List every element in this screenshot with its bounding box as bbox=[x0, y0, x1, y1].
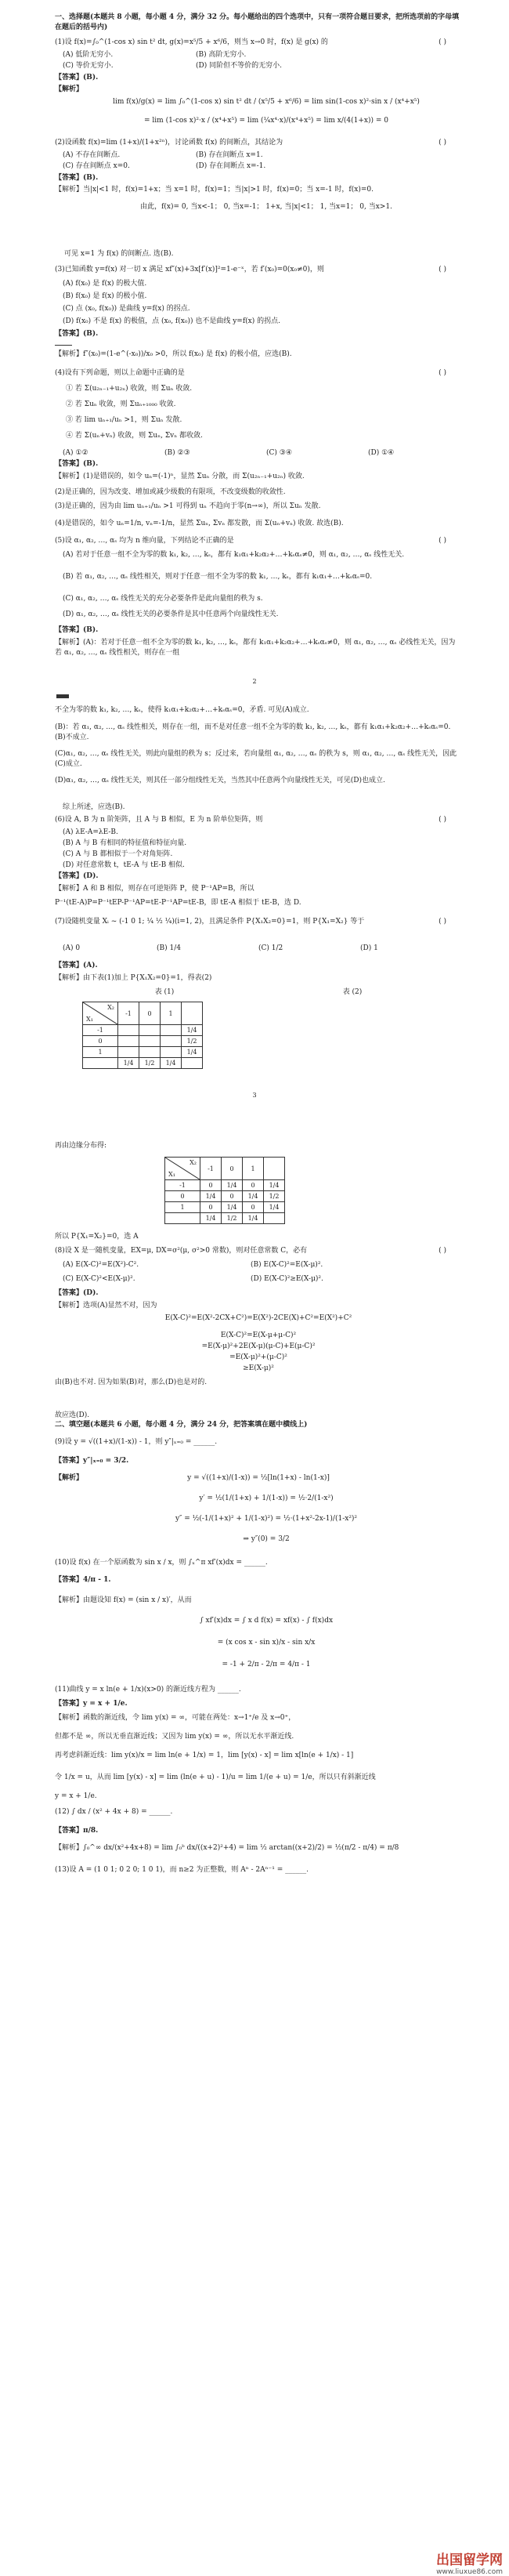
q5-para-2: (B)：若 α₁, α₂, …, αₛ 线性相关，则存在一组，而不是对任意一组不全为零的数 k₁, k₂, …, kₛ，都有 k₁α₁+k₂α₂+…+kₛαₛ=0. (B)不成立. bbox=[55, 723, 453, 741]
q11-answer: 【答案】y = x + 1/e. bbox=[55, 1700, 128, 1708]
brand-name: 出国留学网 bbox=[436, 2552, 503, 2568]
q4-stem-text: (4)设有下列命题，则以上命题中正确的是 bbox=[55, 369, 185, 377]
joint-distribution-table-2 bbox=[164, 1157, 285, 1224]
q9-analysis-label: 【解析】 bbox=[55, 1474, 84, 1482]
q12-analysis: 【解析】∫₀^∞ dx/(x²+4x+8) = lim ∫₀ᵇ dx/((x+2)²+4) = lim ½ arctan((x+2)/2) = ½(π/2 - π/4) = π/8 bbox=[55, 1844, 399, 1852]
q1-step-2: = lim (1-cos x)²·x / (x⁴+x⁵) = lim (¼x⁴·x)/(x⁴+x⁵) = lim x/(4(1+x)) = 0 bbox=[144, 117, 388, 125]
ink-mark bbox=[56, 694, 69, 698]
q4-analysis-1: 【解析】(1)是错误的，如令 uₙ=(-1)ⁿ，显然 Σuₙ 分散，而 Σ(u₂ₙ₋₁+u₂ₙ) 收敛. bbox=[55, 473, 305, 480]
q3-stem-text: (3)已知函数 y=f(x) 对一切 x 满足 xf″(x)+3x[f′(x)]²=1-e⁻ˣ，若 f′(x₀)=0(x₀≠0)，则 bbox=[55, 266, 324, 274]
table-cell bbox=[161, 1047, 182, 1058]
q7-option-a: (A) 0 bbox=[63, 944, 81, 952]
q2-option-a: (A) 不存在间断点. bbox=[63, 151, 121, 159]
corner-x2: X₂ bbox=[107, 1004, 114, 1011]
q11-analysis-5: y = x + 1/e. bbox=[55, 1792, 97, 1800]
table1-col-head: 1 bbox=[161, 1002, 182, 1025]
table1-label: 表 (1) bbox=[154, 988, 175, 996]
table-cell: 1/4 bbox=[264, 1202, 285, 1213]
table-cell bbox=[161, 1036, 182, 1047]
q4-option-c: (C) ③④ bbox=[266, 449, 292, 457]
page-number-2: 2 bbox=[252, 678, 257, 685]
q5-option-c: (C) α₁, α₂, …, αₛ 线性无关的充分必要条件是此向量组的秩为 s. bbox=[63, 595, 263, 603]
q6-stem-text: (6)设 A, B 为 n 阶矩阵，且 A 与 B 相似，E 为 n 阶单位矩阵，则 bbox=[55, 816, 263, 824]
table2-col-head: 1 bbox=[243, 1158, 264, 1180]
q11-analysis-1: 【解析】函数的渐近线，令 lim y(x) = ∞，可能在两处：x→1⁺/e 及 x→0⁺， bbox=[55, 1714, 296, 1722]
section-header-fill: 二、填空题(本题共 6 小题，每小题 4 分，满分 24 分，把答案填在题中横线上) bbox=[55, 1421, 308, 1429]
q7-option-d: (D) 1 bbox=[360, 944, 378, 952]
table-cell: 1/4 bbox=[182, 1047, 203, 1058]
table-cell bbox=[118, 1025, 139, 1036]
table-cell: 1/4 bbox=[222, 1202, 243, 1213]
q1-stem-text: (1)设 f(x)=∫₀^(1-cos x) sin t² dt, g(x)=x⁵/5 + x⁶/6，则当 x→0 时，f(x) 是 g(x) 的 bbox=[55, 38, 328, 46]
q1-step-1: lim f(x)/g(x) = lim ∫₀^(1-cos x) sin t² dt / (x⁵/5 + x⁶/6) = lim sin(1-cos x)²·sin x / (x⁴+x⁵) bbox=[113, 98, 420, 106]
q11-analysis-4: 令 1/x = u，从而 lim [y(x) - x] = lim (ln(e + u) - 1)/u = lim 1/(e + u) = 1/e，所以只有斜渐近线 bbox=[55, 1773, 376, 1781]
q3-option-c: (C) 点 (x₀, f(x₀)) 是曲线 y=f(x) 的拐点. bbox=[63, 305, 190, 313]
table2-col-head: 0 bbox=[222, 1158, 243, 1180]
table-cell bbox=[165, 1213, 200, 1224]
q10-answer: 【答案】4/π - 1. bbox=[55, 1576, 111, 1584]
table-cell: 1/2 bbox=[139, 1058, 161, 1069]
q6-option-b: (B) A 与 B 有相同的特征值和特征向量. bbox=[63, 839, 187, 847]
q9-step-2: y′ = ½(1/(1+x) + 1/(1-x)) = ½·2/(1-x²) bbox=[199, 1495, 334, 1502]
table-cell: -1 bbox=[165, 1180, 200, 1191]
q5-analysis-a: 【解析】(A)：若对于任意一组不全为零的数 k₁, k₂, …, kₛ，都有 k₁α₁+k₂α₂+…+kₛαₛ≠0，则 α₁, α₂, …, αₛ 必线性无关，因为若 α₁, α₂, …, αₛ 线性相关，则存在一组 bbox=[55, 639, 456, 657]
q4-option-a: (A) ①② bbox=[63, 449, 88, 457]
brand-url: www.liuxue86.com bbox=[436, 2568, 503, 2576]
q5-stem-text: (5)设 α₁, α₂, …, αₛ 均为 n 维向量，下列结论不正确的是 bbox=[55, 537, 234, 545]
table-row bbox=[165, 1191, 285, 1202]
q4-analysis-2: (2)是正确的，因为改变、增加或减少级数的有限项，不改变级数的收敛性. bbox=[55, 488, 286, 496]
q8-analysis-4: =E(X-μ)²+2E(X-μ)(μ-C)+E(μ-C)² bbox=[201, 1342, 316, 1350]
corner-x2: X₂ bbox=[190, 1159, 197, 1166]
table-cell: -1 bbox=[83, 1025, 118, 1036]
q5-option-b: (B) 若 α₁, α₂, …, αₛ 线性相关，则对于任意一组不全为零的数 k₁, …, kₛ，都有 k₁α₁+…+kₛαₛ=0. bbox=[63, 573, 373, 581]
table-cell: 1/2 bbox=[182, 1036, 203, 1047]
table-cell: 1/4 bbox=[264, 1180, 285, 1191]
q1-option-a: (A) 低阶无穷小. bbox=[63, 51, 114, 59]
table-cell bbox=[118, 1036, 139, 1047]
q6-option-a: (A) λE-A=λE-B. bbox=[63, 828, 118, 836]
q8-analysis-1: 【解析】选项(A)显然不对，因为 bbox=[55, 1302, 157, 1310]
site-watermark bbox=[436, 2549, 503, 2576]
table-row bbox=[83, 1036, 203, 1047]
q1-option-c: (C) 等价无穷小. bbox=[63, 62, 114, 70]
joint-distribution-table-1 bbox=[82, 1002, 203, 1069]
q2-option-c: (C) 存在间断点 x=0. bbox=[63, 162, 130, 170]
q10-step-2: = (x cos x - sin x)/x - sin x/x bbox=[217, 1639, 316, 1647]
table-cell bbox=[139, 1025, 161, 1036]
corner-x1: X₁ bbox=[86, 1016, 93, 1023]
q4-analysis-4: (4)是错误的，如令 uₙ=1/n, vₙ=-1/n，显然 Σuₙ, Σvₙ 都发散，而 Σ(uₙ+vₙ) 收敛. 故选(B). bbox=[55, 520, 344, 527]
q5-option-d: (D) α₁, α₂, …, αₛ 线性无关的必要条件是其中任意两个向量线性无关. bbox=[63, 610, 279, 618]
table-cell: 1/4 bbox=[222, 1180, 243, 1191]
q5-bracket: ( ) bbox=[439, 537, 446, 545]
q7-stem-text: (7)设随机变量 Xᵢ ~ (-1 0 1; ¼ ½ ¼)(i=1, 2)，且满足条件 P{X₁X₂=0}=1，则 P{X₁=X₂} 等于 bbox=[55, 918, 365, 926]
q8-bracket: ( ) bbox=[439, 1247, 446, 1255]
table1-col-head: -1 bbox=[118, 1002, 139, 1025]
q7-after-table: 再由边缘分布得: bbox=[55, 1142, 107, 1150]
table-cell bbox=[83, 1058, 118, 1069]
q7-answer: 【答案】(A). bbox=[55, 962, 98, 969]
q3-bracket: ( ) bbox=[439, 266, 446, 274]
table-row bbox=[165, 1213, 285, 1224]
table-cell: 0 bbox=[83, 1036, 118, 1047]
table1-col-head: 0 bbox=[139, 1002, 161, 1025]
q7-conclusion: 所以 P{X₁=X₂}=0，选 A bbox=[55, 1233, 139, 1241]
table-cell: 1/4 bbox=[118, 1058, 139, 1069]
q8-option-a: (A) E(X-C)²=E(X²)-C². bbox=[63, 1261, 139, 1269]
table-cell bbox=[118, 1047, 139, 1058]
q4-option-b: (B) ②③ bbox=[164, 449, 190, 457]
q3-option-a: (A) f(x₀) 是 f(x) 的极大值. bbox=[63, 280, 147, 288]
table-row bbox=[165, 1180, 285, 1191]
corner-x1: X₁ bbox=[168, 1171, 175, 1178]
q13-stem: (13)设 A = (1 0 1; 0 2 0; 1 0 1)，而 n≥2 为正整数，则 Aⁿ - 2Aⁿ⁻¹ = ______. bbox=[55, 1866, 309, 1874]
table-cell bbox=[139, 1047, 161, 1058]
q1-bracket: ( ) bbox=[439, 38, 446, 46]
q8-analysis-8: 故应选(D). bbox=[55, 1411, 90, 1419]
table2-header-row bbox=[165, 1158, 285, 1180]
q2-analysis-3: 可见 x=1 为 f(x) 的间断点. 选(B). bbox=[64, 250, 174, 258]
table-cell: 1/4 bbox=[243, 1191, 264, 1202]
q8-option-d: (D) E(X-C)²≥E(X-μ)². bbox=[251, 1275, 323, 1283]
q4-item-4: ④ 若 Σ(uₙ+vₙ) 收敛，则 Σuₙ, Σvₙ 都收敛. bbox=[66, 432, 203, 440]
q1-stem bbox=[55, 38, 462, 47]
q7-option-b: (B) 1/4 bbox=[157, 944, 181, 952]
q2-stem-text: (2)设函数 f(x)=lim (1+x)/(1+x²ⁿ)，讨论函数 f(x) 的间断点，其结论为 bbox=[55, 139, 283, 147]
table-cell: 1/4 bbox=[182, 1025, 203, 1036]
q8-stem-text: (8)设 X 是一随机变量，EX=μ, DX=σ²(μ, σ²>0 常数)，则对任意常数 C，必有 bbox=[55, 1247, 308, 1255]
q2-option-d: (D) 存在间断点 x=-1. bbox=[196, 162, 266, 170]
table2-col-head: -1 bbox=[200, 1158, 222, 1180]
q4-item-2: ② 若 Σuₙ 收敛，则 Σuₙ₊₁₀₀₀ 收敛. bbox=[66, 400, 176, 408]
q8-analysis-5: =E(X-μ)²+(μ-C)² bbox=[229, 1353, 287, 1361]
q5-option-a: (A) 若对于任意一组不全为零的数 k₁, k₂, …, kₛ，都有 k₁α₁+k₂α₂+…+kₛαₛ≠0，则 α₁, α₂, …, αₛ 线性无关. bbox=[63, 551, 405, 559]
q2-stem bbox=[55, 138, 462, 147]
q5-para-3: (C)α₁, α₂, …, αₛ 线性无关，则此向量组的秩为 s；反过来，若向量组 α₁, α₂, …, αₛ 的秩为 s，则 α₁, α₂, …, αₛ 线性无关，因此(C)成立. bbox=[55, 750, 457, 768]
q2-bracket: ( ) bbox=[439, 139, 446, 147]
q8-option-b: (B) E(X-C)²=E(X-μ)². bbox=[251, 1261, 323, 1269]
q8-analysis-7: 由(B)也不对. 因为如果(B)对，那么(D)也是对的. bbox=[55, 1379, 208, 1386]
separator-mark bbox=[55, 345, 72, 346]
q4-item-3: ③ 若 lim uₙ₊₁/uₙ >1，则 Σuₙ 发散. bbox=[66, 416, 182, 424]
q8-analysis-3: E(X-C)²=E(X-μ+μ-C)² bbox=[220, 1331, 297, 1339]
q5-stem bbox=[55, 536, 462, 545]
q4-bracket: ( ) bbox=[439, 369, 446, 377]
q10-stem: (10)设 f(x) 在一个原函数为 sin x / x，则 ∫ₓ^π xf′(x)dx = ______. bbox=[55, 1559, 268, 1567]
table1-corner bbox=[83, 1002, 118, 1025]
q8-stem bbox=[55, 1246, 462, 1255]
q9-step-1: y = √((1+x)/(1-x)) = ½[ln(1+x) - ln(1-x)] bbox=[187, 1474, 330, 1482]
q4-analysis-3: (3)是正确的，因为由 lim uₙ₊₁/uₙ >1 可得到 uₙ 不趋向于零(n→∞)，所以 Σuₙ 发散. bbox=[55, 502, 321, 510]
table-cell: 1/2 bbox=[222, 1213, 243, 1224]
q8-option-c: (C) E(X-C)²<E(X-μ)². bbox=[63, 1275, 135, 1283]
table-cell: 1/4 bbox=[161, 1058, 182, 1069]
q5-para-4: (D)α₁, α₂, …, αₛ 线性无关，则其任一部分组线性无关，当然其中任意两个向量线性无关，可见(D)也成立. bbox=[55, 777, 385, 784]
q6-analysis-1: 【解析】A 和 B 相似，则存在可逆矩阵 P，使 P⁻¹AP=B，所以 bbox=[55, 885, 254, 893]
q9-stem: (9)设 y = √((1+x)/(1-x)) - 1，则 y″|ₓ₌₀ = ______. bbox=[55, 1438, 218, 1446]
q6-option-d: (D) 对任意常数 t，tE-A 与 tE-B 相似. bbox=[63, 861, 185, 869]
q3-answer: 【答案】(B). bbox=[55, 330, 99, 338]
q7-analysis: 【解析】由下表(1)加上 P{X₁X₂=0}=1，得表(2) bbox=[55, 974, 212, 982]
q5-para-1: 不全为零的数 k₁, k₂, …, kₛ，使得 k₁α₁+k₂α₂+…+kₛαₛ=0，矛盾. 可见(A)成立. bbox=[55, 706, 309, 714]
q7-option-c: (C) 1/2 bbox=[258, 944, 283, 952]
q7-bracket: ( ) bbox=[439, 918, 446, 926]
table-cell: 0 bbox=[200, 1202, 222, 1213]
q12-answer: 【答案】π/8. bbox=[55, 1827, 99, 1835]
table2-corner bbox=[165, 1158, 200, 1180]
table-cell: 1/4 bbox=[200, 1191, 222, 1202]
q6-stem bbox=[55, 815, 462, 824]
q11-analysis-3: 再考虑斜渐近线：lim y(x)/x = lim ln(e + 1/x) = 1，lim [y(x) - x] = lim x[ln(e + 1/x) - 1] bbox=[55, 1752, 354, 1759]
q8-analysis-2: E(X-C)²=E(X²-2CX+C²)=E(X²)-2CE(X)+C²=E(X²)+C² bbox=[164, 1314, 352, 1322]
table-cell bbox=[264, 1213, 285, 1224]
q5-para-5: 综上所述，应选(B). bbox=[63, 803, 125, 811]
table-row bbox=[165, 1202, 285, 1213]
table-row bbox=[83, 1047, 203, 1058]
table2-label: 表 (2) bbox=[342, 988, 363, 996]
q11-stem: (11)曲线 y = x ln(e + 1/x)(x>0) 的渐近线方程为 ______. bbox=[55, 1686, 241, 1694]
q5-answer: 【答案】(B). bbox=[55, 626, 99, 634]
q4-option-d: (D) ①④ bbox=[368, 449, 395, 457]
table-cell: 1/4 bbox=[200, 1213, 222, 1224]
q12-stem: (12) ∫ dx / (x² + 4x + 8) = ______. bbox=[55, 1808, 173, 1816]
q6-answer: 【答案】(D). bbox=[55, 872, 99, 880]
q11-analysis-2: 但都不是 ∞，所以无垂直渐近线；又因为 lim y(x) = ∞，所以无水平渐近线. bbox=[55, 1733, 294, 1741]
q6-analysis-2: P⁻¹(tE-A)P=P⁻¹tEP-P⁻¹AP=tE-P⁻¹AP=tE-B，即 tE-A 相似于 tE-B，选 D. bbox=[55, 899, 301, 907]
q10-step-3: = -1 + 2/π - 2/π = 4/π - 1 bbox=[222, 1661, 311, 1668]
q9-step-4: ⇒ y″(0) = 3/2 bbox=[243, 1535, 290, 1543]
table-cell: 0 bbox=[165, 1191, 200, 1202]
q3-analysis: 【解析】f″(x₀)=(1-e^(-x₀))/x₀ >0，所以 f(x₀) 是 f(x) 的极小值，应选(B). bbox=[55, 350, 292, 358]
q10-step-1: ∫ xf′(x)dx = ∫ x d f(x) = xf(x) - ∫ f(x)dx bbox=[199, 1617, 334, 1625]
q2-option-b: (B) 存在间断点 x=1. bbox=[196, 151, 263, 159]
q9-answer: 【答案】y″|ₓ₌₀ = 3/2. bbox=[55, 1457, 129, 1465]
page-number-3: 3 bbox=[252, 1092, 257, 1099]
q1-answer: 【答案】(B). bbox=[55, 74, 99, 82]
table1-col-head bbox=[182, 1002, 203, 1025]
q2-analysis-1: 【解析】当|x|<1 时，f(x)=1+x；当 x=1 时，f(x)=1；当|x|>1 时，f(x)=0；当 x=-1 时，f(x)=0. bbox=[55, 186, 374, 194]
table-cell: 1 bbox=[165, 1202, 200, 1213]
q8-answer: 【答案】(D). bbox=[55, 1289, 99, 1297]
q1-analysis-label: 【解析】 bbox=[55, 85, 84, 93]
table2-col-head bbox=[264, 1158, 285, 1180]
q9-step-3: y″ = ½(-1/(1+x)² + 1/(1-x)²) = ½·(1+x²-2x-1)/(1-x²)² bbox=[175, 1515, 358, 1523]
table-cell: 0 bbox=[243, 1180, 264, 1191]
q1-option-b: (B) 高阶无穷小. bbox=[196, 51, 247, 59]
table-cell: 0 bbox=[200, 1180, 222, 1191]
q3-option-b: (B) f(x₀) 是 f(x) 的极小值. bbox=[63, 292, 147, 300]
table-cell bbox=[161, 1025, 182, 1036]
table-cell: 1 bbox=[83, 1047, 118, 1058]
q3-option-d: (D) f(x₀) 不是 f(x) 的极值，点 (x₀, f(x₀)) 也不是曲线 y=f(x) 的拐点. bbox=[63, 317, 280, 325]
table-row bbox=[83, 1058, 203, 1069]
q7-stem bbox=[55, 917, 462, 926]
q1-option-d: (D) 同阶但不等价的无穷小. bbox=[196, 62, 282, 70]
q2-analysis-2: 由此，f(x)= 0, 当x<-1； 0, 当x=-1； 1+x, 当|x|<1； 1, 当x=1； 0, 当x>1. bbox=[140, 203, 392, 211]
table-cell: 0 bbox=[222, 1191, 243, 1202]
table-row bbox=[83, 1025, 203, 1036]
q8-analysis-6: ≥E(X-μ)² bbox=[243, 1364, 274, 1372]
table-cell: 1/4 bbox=[243, 1213, 264, 1224]
table-cell bbox=[182, 1058, 203, 1069]
q2-answer: 【答案】(B). bbox=[55, 174, 99, 182]
q6-bracket: ( ) bbox=[439, 816, 446, 824]
q10-analysis-label: 【解析】由题设知 f(x) = (sin x / x)′，从而 bbox=[55, 1596, 192, 1604]
q4-answer: 【答案】(B). bbox=[55, 460, 99, 468]
table1-header-row bbox=[83, 1002, 203, 1025]
table-cell bbox=[139, 1036, 161, 1047]
q3-stem bbox=[55, 265, 462, 274]
table-cell: 0 bbox=[243, 1202, 264, 1213]
section-header-choice: 一、选择题(本题共 8 小题，每小题 4 分，满分 32 分。每小题给出的四个选项中，只有一项符合题目要求，把所选项前的字母填在题后的括号内) bbox=[55, 13, 460, 31]
q4-item-1: ① 若 Σ(u₂ₙ₋₁+u₂ₙ) 收敛，则 Σuₙ 收敛. bbox=[66, 385, 193, 393]
q6-option-c: (C) A 与 B 都相似于一个对角矩阵. bbox=[63, 850, 173, 858]
table-cell: 1/2 bbox=[264, 1191, 285, 1202]
q4-stem bbox=[55, 368, 462, 378]
